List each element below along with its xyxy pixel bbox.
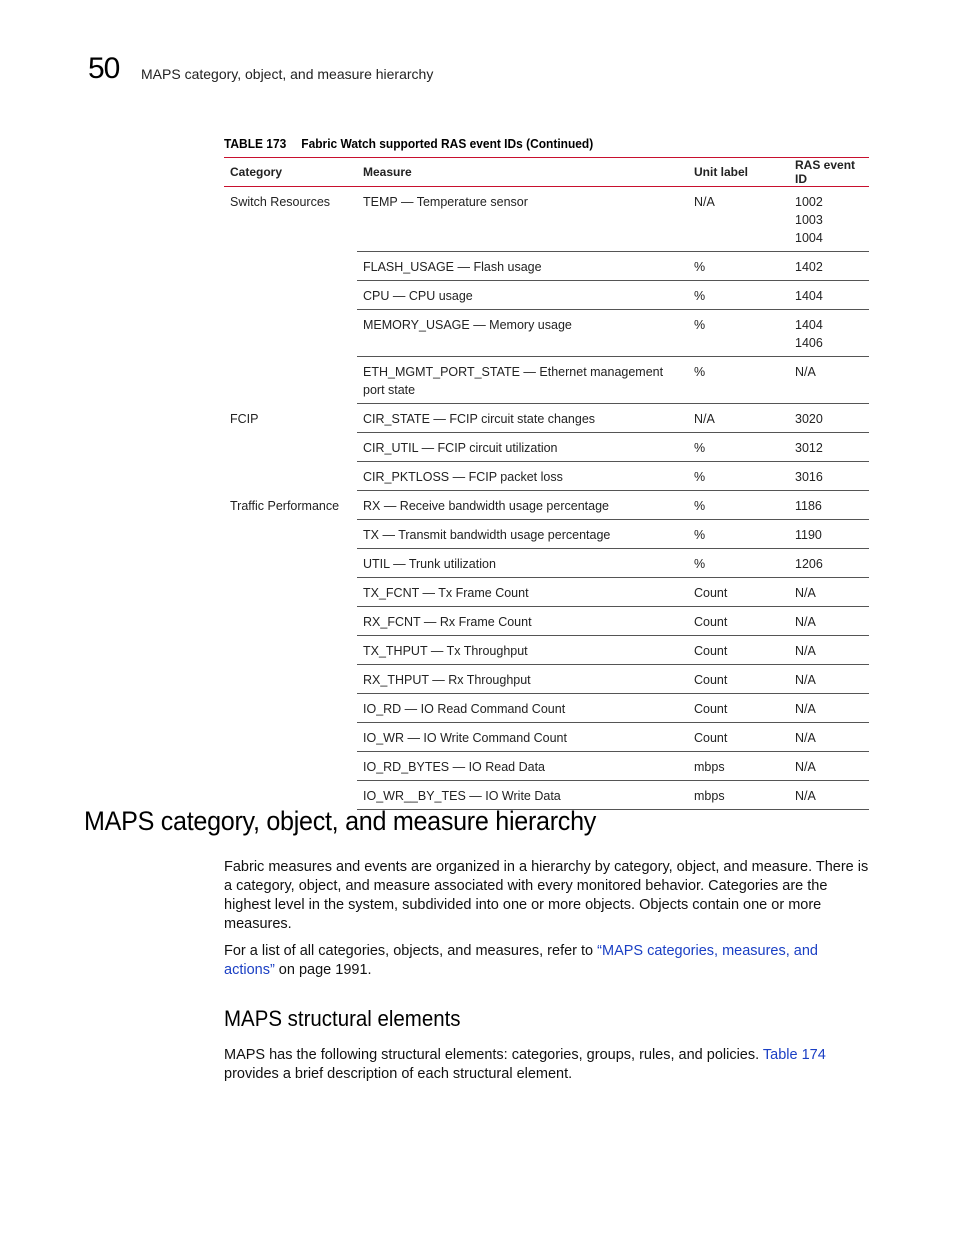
- ras-event-id-cell: [789, 665, 869, 694]
- measure-cell: FLASH_USAGE — Flash usage: [357, 252, 688, 281]
- measure-cell: TX_FCNT — Tx Frame Count: [357, 578, 688, 607]
- measure-cell: IO_RD_BYTES — IO Read Data: [357, 752, 688, 781]
- unit-label-cell: %: [688, 520, 789, 549]
- subsection-text-before: MAPS has the following structural elements: categories, groups, rules, and policies.: [224, 1047, 763, 1063]
- ras-event-id-cell: [789, 187, 869, 252]
- reference-text-after: on page 1991.: [274, 962, 372, 978]
- unit-label-cell: N/A: [688, 187, 789, 252]
- ras-event-id: 3012: [795, 441, 823, 455]
- ras-event-id-cell: [789, 520, 869, 549]
- measure-cell: CIR_PKTLOSS — FCIP packet loss: [357, 462, 688, 491]
- ras-event-id: 1206: [795, 557, 823, 571]
- column-header-measure: Measure: [357, 158, 688, 187]
- ras-event-id: N/A: [795, 615, 816, 629]
- unit-label-cell: Count: [688, 636, 789, 665]
- measure-cell: IO_WR__BY_TES — IO Write Data: [357, 781, 688, 810]
- measure-cell: RX_FCNT — Rx Frame Count: [357, 607, 688, 636]
- ras-event-id-cell: [789, 723, 869, 752]
- unit-label-cell: %: [688, 310, 789, 357]
- measure-cell: TX_THPUT — Tx Throughput: [357, 636, 688, 665]
- ras-event-id: N/A: [795, 789, 816, 803]
- ras-event-id: N/A: [795, 644, 816, 658]
- table-body: [224, 187, 869, 810]
- unit-label-cell: mbps: [688, 781, 789, 810]
- subsection-paragraph: [224, 1046, 869, 1084]
- unit-label-cell: mbps: [688, 752, 789, 781]
- section-title: MAPS category, object, and measure hierarchy: [84, 806, 597, 836]
- ras-event-id-cell: [789, 252, 869, 281]
- subsection-title: MAPS structural elements: [224, 1006, 461, 1031]
- ras-event-id-cell: [789, 462, 869, 491]
- measure-cell: TX — Transmit bandwidth usage percentage: [357, 520, 688, 549]
- unit-label-cell: %: [688, 549, 789, 578]
- ras-event-id-cell: [789, 281, 869, 310]
- section-paragraph: Fabric measures and events are organized in a hierarchy by category, object, and measure. There is a category, object, and measure associated with every monitored behavior. Categories are the highest level in the system, subdivided into one or more objects. Objects contain one or more measures.: [224, 859, 869, 932]
- subsection-text-after: provides a brief description of each structural element.: [224, 1066, 573, 1082]
- category-cell: FCIP: [230, 411, 259, 426]
- measure-cell: CPU — CPU usage: [357, 281, 688, 310]
- ras-event-id-cell: [789, 404, 869, 433]
- ras-event-id-cell: [789, 310, 869, 357]
- column-header-unit-label: Unit label: [688, 158, 789, 187]
- table-row: [224, 404, 869, 433]
- measure-cell: TEMP — Temperature sensor: [357, 187, 688, 252]
- column-header-category: Category: [224, 158, 357, 187]
- table-caption-title: Fabric Watch supported RAS event IDs (Continued): [301, 136, 594, 151]
- measure-cell: CIR_UTIL — FCIP circuit utilization: [357, 433, 688, 462]
- ras-event-id: 1404: [795, 318, 823, 332]
- measure-cell: ETH_MGMT_PORT_STATE — Ethernet management port state: [357, 357, 688, 404]
- category-cell: Switch Resources: [230, 195, 331, 209]
- ras-event-id: N/A: [795, 673, 816, 687]
- measure-cell: UTIL — Trunk utilization: [357, 549, 688, 578]
- column-header-ras-event-id: RAS event ID: [789, 158, 869, 187]
- unit-label-cell: %: [688, 433, 789, 462]
- table-row: [224, 491, 869, 520]
- measure-cell: RX — Receive bandwidth usage percentage: [357, 491, 688, 520]
- measure-cell: IO_RD — IO Read Command Count: [357, 694, 688, 723]
- unit-label-cell: %: [688, 491, 789, 520]
- ras-event-id-cell: [789, 636, 869, 665]
- ras-event-id: 1002: [795, 195, 823, 209]
- ras-event-id: 1406: [795, 336, 823, 350]
- unit-label-cell: %: [688, 281, 789, 310]
- ras-event-id-cell: [789, 781, 869, 810]
- reference-text-before: For a list of all categories, objects, and measures, refer to: [224, 943, 598, 959]
- ras-event-id: N/A: [795, 731, 816, 745]
- ras-event-id-cell: [789, 694, 869, 723]
- table-174-link[interactable]: Table 174: [762, 1047, 826, 1063]
- measure-cell: IO_WR — IO Write Command Count: [357, 723, 688, 752]
- ras-event-id: 1404: [795, 289, 823, 303]
- unit-label-cell: %: [688, 252, 789, 281]
- unit-label-cell: Count: [688, 607, 789, 636]
- ras-event-table: [224, 157, 869, 810]
- ras-event-id: 1186: [795, 499, 822, 513]
- table-caption-label: TABLE 173: [224, 136, 287, 151]
- ras-event-id-cell: [789, 607, 869, 636]
- unit-label-cell: N/A: [688, 404, 789, 433]
- ras-event-id: 1004: [795, 231, 823, 245]
- ras-event-id-cell: [789, 357, 869, 404]
- ras-event-id: N/A: [795, 760, 816, 774]
- measure-cell: CIR_STATE — FCIP circuit state changes: [357, 404, 688, 433]
- table-header-row: [224, 158, 869, 187]
- unit-label-cell: Count: [688, 578, 789, 607]
- ras-event-id: N/A: [795, 586, 816, 600]
- measure-cell: RX_THPUT — Rx Throughput: [357, 665, 688, 694]
- chapter-number: 50: [88, 52, 120, 85]
- ras-event-id: 3020: [795, 412, 823, 426]
- category-cell: Traffic Performance: [230, 498, 340, 513]
- ras-event-id: 1190: [795, 528, 822, 542]
- unit-label-cell: %: [688, 357, 789, 404]
- chapter-title: MAPS category, object, and measure hierarchy: [141, 66, 434, 82]
- ras-event-id: N/A: [795, 365, 816, 379]
- ras-event-id: 1003: [795, 213, 823, 227]
- measure-cell: MEMORY_USAGE — Memory usage: [357, 310, 688, 357]
- maps-categories-link[interactable]: “MAPS categories, measures, and actions”: [224, 943, 818, 978]
- unit-label-cell: Count: [688, 665, 789, 694]
- unit-label-cell: Count: [688, 694, 789, 723]
- table-row: [224, 187, 869, 252]
- ras-event-id: 3016: [795, 470, 823, 484]
- ras-event-id-cell: [789, 752, 869, 781]
- ras-event-id-cell: [789, 491, 869, 520]
- unit-label-cell: %: [688, 462, 789, 491]
- ras-event-id: N/A: [795, 702, 816, 716]
- table-caption: [224, 136, 593, 151]
- section-reference-paragraph: [224, 942, 869, 980]
- ras-event-id-cell: [789, 578, 869, 607]
- ras-event-id-cell: [789, 549, 869, 578]
- ras-event-id-cell: [789, 433, 869, 462]
- ras-event-id: 1402: [795, 260, 823, 274]
- unit-label-cell: Count: [688, 723, 789, 752]
